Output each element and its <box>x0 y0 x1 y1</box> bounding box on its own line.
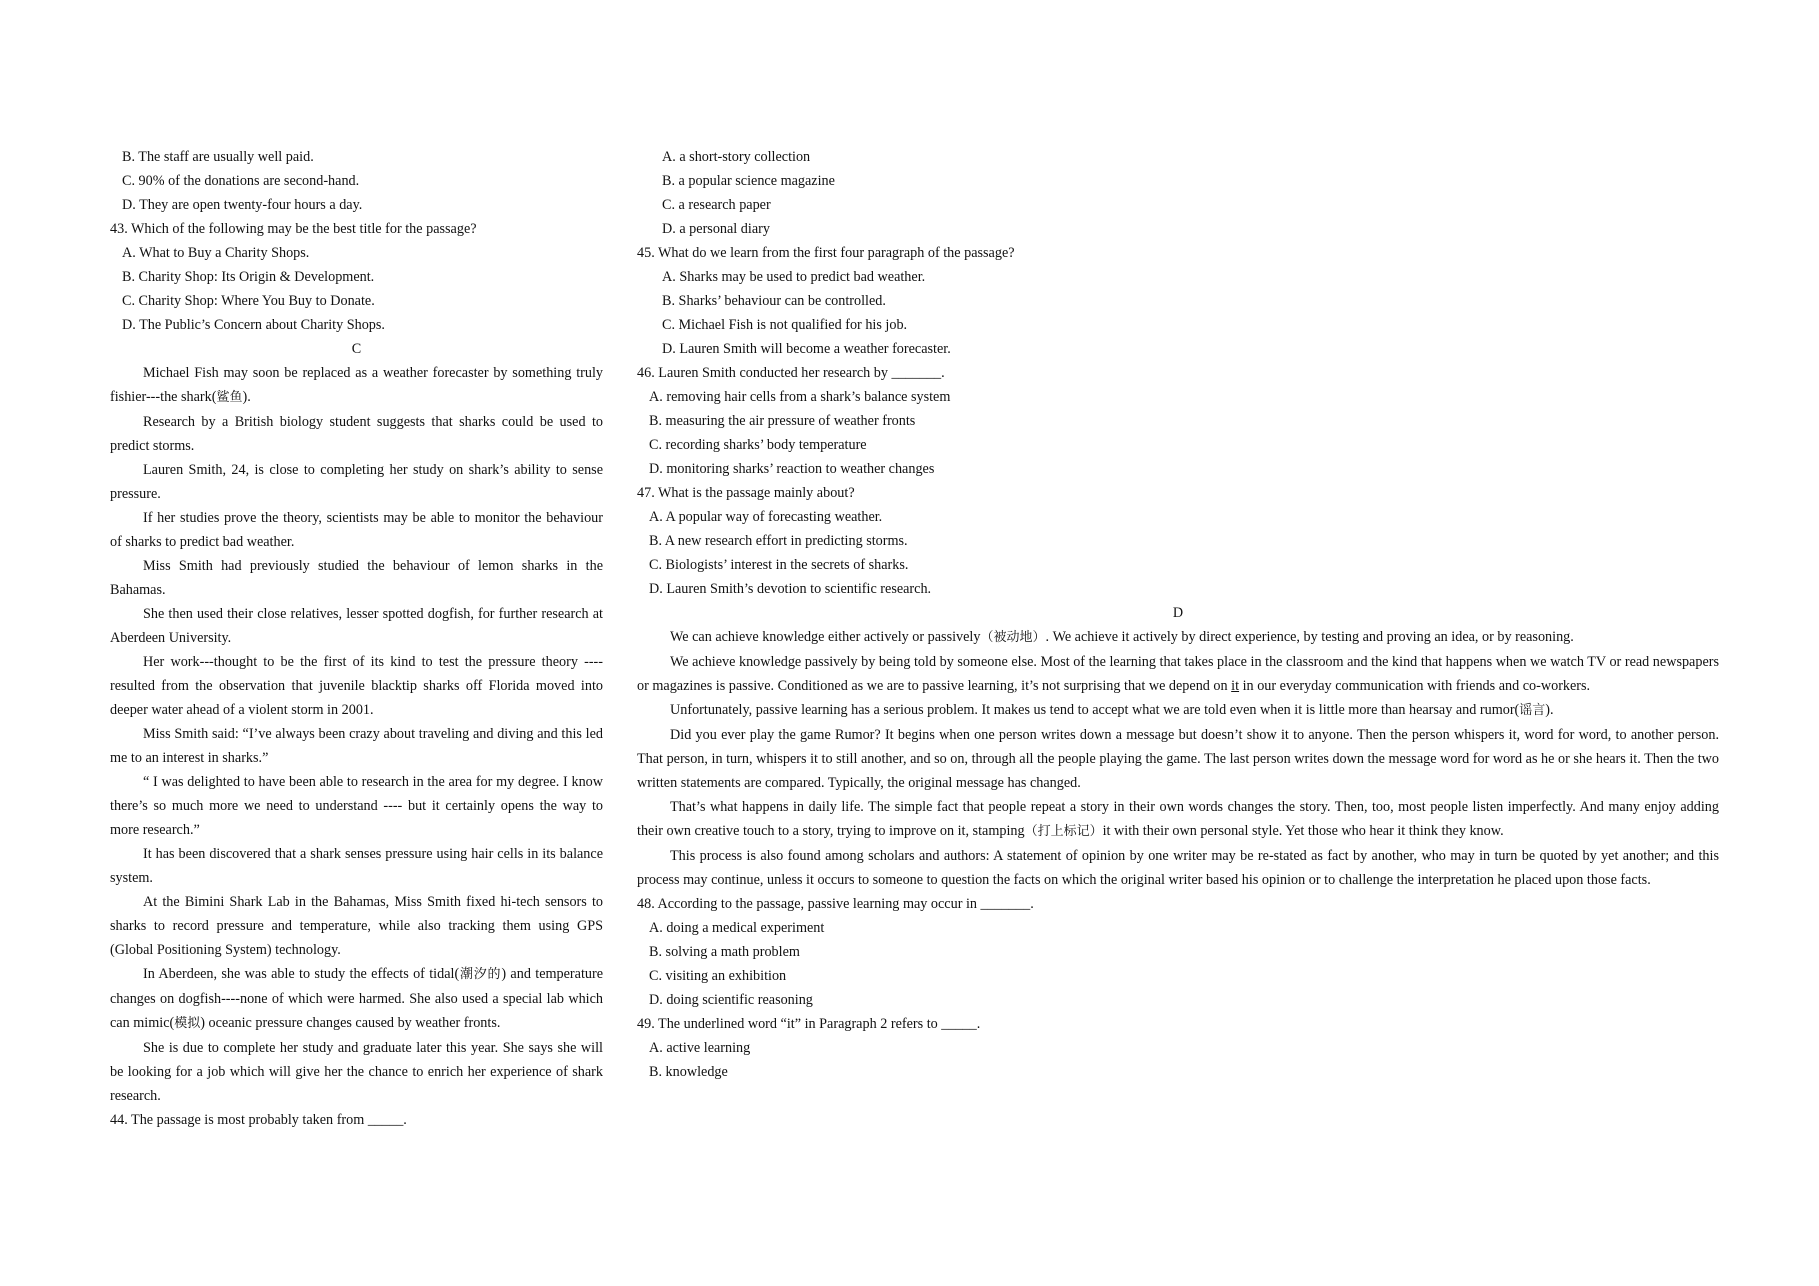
q47-option-c: C. Biologists’ interest in the secrets of sharks. <box>649 557 909 573</box>
q45-option-a: A. Sharks may be used to predict bad weather. <box>662 269 926 285</box>
q46-option-c: C. recording sharks’ body temperature <box>649 437 867 453</box>
passage-d-paragraph-1: We can achieve knowledge either actively or passively（被动地）. We achieve it actively by direct experience, by testing and proving an idea, or by reasoning. <box>670 629 1574 645</box>
q46-stem: 46. Lauren Smith conducted her research by _______. <box>637 365 945 381</box>
passage-c-paragraph-3: Lauren Smith, 24, is close to completing her study on shark’s ability to sense pressure. <box>110 462 603 502</box>
q45-option-c: C. Michael Fish is not qualified for his job. <box>662 317 908 333</box>
q44-option-d: D. a personal diary <box>662 221 770 237</box>
q48-option-c: C. visiting an exhibition <box>649 968 787 984</box>
q48-option-a: A. doing a medical experiment <box>649 920 825 936</box>
q46-option-b: B. measuring the air pressure of weather fronts <box>649 413 916 429</box>
passage-c-paragraph-10: It has been discovered that a shark senses pressure using hair cells in its balance system. <box>110 846 603 886</box>
q44-option-c: C. a research paper <box>662 197 771 213</box>
passage-c-paragraph-6: She then used their close relatives, lesser spotted dogfish, for further research at Aberdeen University. <box>110 606 603 646</box>
q43-option-b: B. Charity Shop: Its Origin & Development. <box>122 269 375 285</box>
q47-stem: 47. What is the passage mainly about? <box>637 485 855 501</box>
q49-stem: 49. The underlined word “it” in Paragraph 2 refers to _____. <box>637 1016 981 1032</box>
passage-c-paragraph-8: Miss Smith said: “I’ve always been crazy about traveling and diving and this led me to an interest in sharks.” <box>110 726 603 766</box>
q43-option-d: D. The Public’s Concern about Charity Shops. <box>122 317 385 333</box>
passage-c-heading: C <box>351 341 362 357</box>
q44-option-b: B. a popular science magazine <box>662 173 835 189</box>
passage-c-paragraph-7: Her work---thought to be the first of its kind to test the pressure theory ---- resulted from the observation that juvenile blacktip sharks off Florida moved into deeper water ahead of a violent storm in 2001. <box>110 654 603 718</box>
passage-c-paragraph-13: She is due to complete her study and graduate later this year. She says she will be looking for a job which will give her the chance to enrich her experience of shark research. <box>110 1040 603 1104</box>
q47-option-b: B. A new research effort in predicting storms. <box>649 533 908 549</box>
q43-stem: 43. Which of the following may be the best title for the passage? <box>110 221 477 237</box>
q45-option-b: B. Sharks’ behaviour can be controlled. <box>662 293 886 309</box>
passage-c-paragraph-1: Michael Fish may soon be replaced as a weather forecaster by something truly fishier---the shark(鲨鱼). <box>110 365 603 405</box>
passage-d-paragraph-2: We achieve knowledge passively by being told by someone else. Most of the learning that takes place in the classroom and the kind that happens when we watch TV or read newspapers or magazines is passive. Conditioned as we are to passive learning, it’s not surprising that we depend on it in our everyday communication with friends and co-workers. <box>637 654 1719 694</box>
q47-option-a: A. A popular way of forecasting weather. <box>649 509 883 525</box>
q45-option-d: D. Lauren Smith will become a weather forecaster. <box>662 341 951 357</box>
passage-c-paragraph-11: At the Bimini Shark Lab in the Bahamas, Miss Smith fixed hi-tech sensors to sharks to record pressure and temperature, while also tracking them using GPS (Global Positioning System) technology. <box>110 894 603 958</box>
q47-option-d: D. Lauren Smith’s devotion to scientific research. <box>649 581 932 597</box>
q44-option-a: A. a short-story collection <box>662 149 811 165</box>
q48-option-b: B. solving a math problem <box>649 944 800 960</box>
passage-d-paragraph-5: That’s what happens in daily life. The simple fact that people repeat a story in their own words changes the story. Then, too, most people listen imperfectly. And many enjoy adding their own creative touch to a story, trying to improve on it, stamping（打上标记）it with their own personal style. Yet those who hear it think they know. <box>637 799 1719 839</box>
passage-c-paragraph-9: “ I was delighted to have been able to research in the area for my degree. I know there’s so much more we need to understand ---- but it certainly opens the way to more research.” <box>110 774 603 838</box>
left-column <box>110 145 603 1132</box>
passage-d-heading: D <box>1172 605 1184 621</box>
q42-option-b: B. The staff are usually well paid. <box>122 149 314 165</box>
q46-option-d: D. monitoring sharks’ reaction to weather changes <box>649 461 935 477</box>
right-column <box>637 145 1719 1084</box>
q42-option-c: C. 90% of the donations are second-hand. <box>122 173 360 189</box>
q49-option-a: A. active learning <box>649 1040 751 1056</box>
passage-d-paragraph-6: This process is also found among scholars and authors: A statement of opinion by one writer may be re-stated as fact by another, who may in turn be quoted by yet another; and this process may continue, unless it occurs to someone to question the facts on which the original writer based his opinion or to challenge the interpretation he placed upon those facts. <box>637 848 1719 888</box>
passage-c-paragraph-2: Research by a British biology student suggests that sharks could be used to predict storms. <box>110 414 603 454</box>
q42-option-d: D. They are open twenty-four hours a day. <box>122 197 363 213</box>
passage-c-paragraph-12: In Aberdeen, she was able to study the effects of tidal(潮汐的) and temperature changes on dogfish----none of which were harmed. She also used a special lab which can mimic(模拟) oceanic pressure changes caused by weather fronts. <box>110 966 603 1031</box>
q44-stem: 44. The passage is most probably taken from _____. <box>110 1112 407 1128</box>
q48-stem: 48. According to the passage, passive learning may occur in _______. <box>637 896 1034 912</box>
q43-option-a: A. What to Buy a Charity Shops. <box>122 245 310 261</box>
underlined-word-it: it <box>1231 678 1240 694</box>
passage-d-paragraph-4: Did you ever play the game Rumor? It begins when one person writes down a message but doesn’t show it to anyone. Then the person whispers it, word for word, to another person. That person, in turn, whispers it to still another, and so on, through all the people playing the game. The last person writes down the message word for word as he or she hears it. Then the two written statements are compared. Typically, the original message has changed. <box>637 727 1719 791</box>
q45-stem: 45. What do we learn from the first four paragraph of the passage? <box>637 245 1015 261</box>
passage-d-paragraph-3: Unfortunately, passive learning has a serious problem. It makes us tend to accept what we are told even when it is little more than hearsay and rumor(谣言). <box>670 702 1554 718</box>
passage-c-paragraph-4: If her studies prove the theory, scientists may be able to monitor the behaviour of sharks to predict bad weather. <box>110 510 603 550</box>
q46-option-a: A. removing hair cells from a shark’s balance system <box>649 389 951 405</box>
q48-option-d: D. doing scientific reasoning <box>649 992 813 1008</box>
passage-c-paragraph-5: Miss Smith had previously studied the behaviour of lemon sharks in the Bahamas. <box>110 558 603 598</box>
q43-option-c: C. Charity Shop: Where You Buy to Donate. <box>122 293 375 309</box>
q49-option-b: B. knowledge <box>649 1064 728 1080</box>
